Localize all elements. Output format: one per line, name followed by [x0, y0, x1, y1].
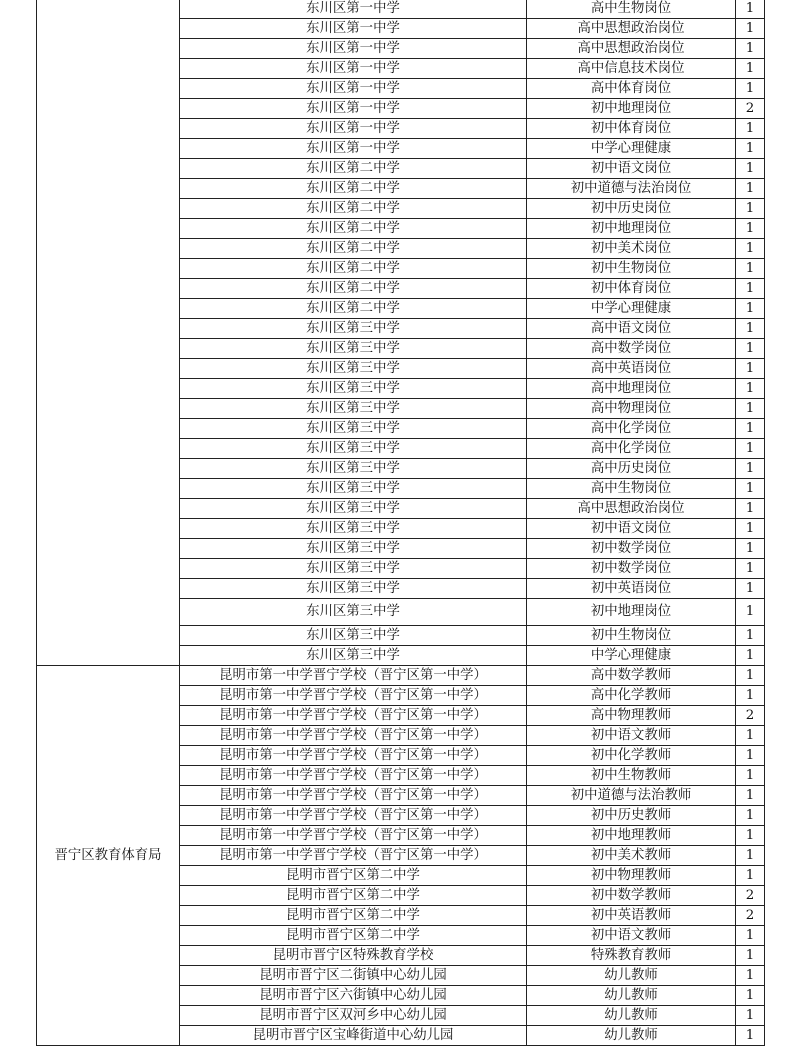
cell-count: 2 [736, 706, 765, 726]
cell-count: 1 [736, 399, 765, 419]
cell-school: 昆明市晋宁区第二中学 [180, 906, 527, 926]
cell-school: 昆明市第一中学晋宁学校（晋宁区第一中学） [180, 666, 527, 686]
cell-recruiting-unit: 晋宁区教育体育局 [37, 666, 180, 1046]
cell-school: 昆明市第一中学晋宁学校（晋宁区第一中学） [180, 766, 527, 786]
cell-school: 昆明市晋宁区第二中学 [180, 926, 527, 946]
cell-school: 东川区第一中学 [180, 119, 527, 139]
cell-school: 东川区第三中学 [180, 359, 527, 379]
cell-count: 1 [736, 786, 765, 806]
cell-school: 昆明市第一中学晋宁学校（晋宁区第一中学） [180, 686, 527, 706]
cell-position: 幼儿教师 [527, 966, 736, 986]
cell-position: 高中思想政治岗位 [527, 39, 736, 59]
cell-position: 高中数学岗位 [527, 339, 736, 359]
cell-position: 高中生物岗位 [527, 479, 736, 499]
cell-count: 1 [736, 926, 765, 946]
recruitment-table [36, 0, 765, 1046]
cell-position: 初中美术教师 [527, 846, 736, 866]
cell-count: 1 [736, 159, 765, 179]
cell-school: 东川区第二中学 [180, 259, 527, 279]
cell-count: 1 [736, 539, 765, 559]
cell-school: 东川区第三中学 [180, 579, 527, 599]
cell-count: 1 [736, 259, 765, 279]
cell-school: 东川区第三中学 [180, 439, 527, 459]
cell-count: 1 [736, 826, 765, 846]
cell-school: 东川区第二中学 [180, 219, 527, 239]
cell-position: 幼儿教师 [527, 1006, 736, 1026]
cell-count: 1 [736, 766, 765, 786]
cell-school: 东川区第二中学 [180, 239, 527, 259]
cell-position: 初中语文岗位 [527, 159, 736, 179]
cell-position: 高中思想政治岗位 [527, 19, 736, 39]
cell-position: 高中化学岗位 [527, 419, 736, 439]
cell-school: 东川区第三中学 [180, 559, 527, 579]
cell-school: 东川区第三中学 [180, 459, 527, 479]
cell-position: 中学心理健康 [527, 299, 736, 319]
cell-count: 1 [736, 806, 765, 826]
cell-count: 1 [736, 379, 765, 399]
cell-position: 中学心理健康 [527, 646, 736, 666]
cell-count: 1 [736, 746, 765, 766]
cell-school: 东川区第三中学 [180, 379, 527, 399]
cell-count: 1 [736, 339, 765, 359]
cell-school: 东川区第一中学 [180, 79, 527, 99]
cell-position: 高中体育岗位 [527, 79, 736, 99]
cell-school: 东川区第三中学 [180, 599, 527, 626]
cell-count: 1 [736, 0, 765, 19]
cell-school: 东川区第三中学 [180, 479, 527, 499]
cell-count: 1 [736, 59, 765, 79]
cell-position: 初中道德与法治岗位 [527, 179, 736, 199]
cell-count: 2 [736, 906, 765, 926]
cell-school: 昆明市第一中学晋宁学校（晋宁区第一中学） [180, 706, 527, 726]
cell-position: 初中生物岗位 [527, 259, 736, 279]
cell-count: 1 [736, 559, 765, 579]
cell-school: 东川区第三中学 [180, 626, 527, 646]
cell-count: 1 [736, 646, 765, 666]
cell-count: 1 [736, 199, 765, 219]
cell-school: 东川区第一中学 [180, 19, 527, 39]
table-body [37, 0, 765, 1046]
cell-school: 昆明市晋宁区双河乡中心幼儿园 [180, 1006, 527, 1026]
cell-school: 昆明市晋宁区第二中学 [180, 866, 527, 886]
cell-count: 1 [736, 986, 765, 1006]
cell-count: 2 [736, 99, 765, 119]
cell-position: 高中物理岗位 [527, 399, 736, 419]
cell-count: 1 [736, 459, 765, 479]
cell-count: 1 [736, 686, 765, 706]
cell-count: 1 [736, 119, 765, 139]
cell-count: 1 [736, 139, 765, 159]
cell-position: 高中思想政治岗位 [527, 499, 736, 519]
table-row [37, 666, 765, 686]
cell-position: 初中数学教师 [527, 886, 736, 906]
cell-school: 东川区第二中学 [180, 179, 527, 199]
cell-count: 1 [736, 1026, 765, 1046]
cell-count: 1 [736, 219, 765, 239]
cell-school: 东川区第一中学 [180, 39, 527, 59]
cell-school: 昆明市第一中学晋宁学校（晋宁区第一中学） [180, 826, 527, 846]
cell-count: 1 [736, 279, 765, 299]
cell-school: 昆明市晋宁区宝峰街道中心幼儿园 [180, 1026, 527, 1046]
cell-position: 初中英语教师 [527, 906, 736, 926]
table-row [37, 0, 765, 19]
cell-school: 昆明市第一中学晋宁学校（晋宁区第一中学） [180, 746, 527, 766]
cell-school: 东川区第一中学 [180, 99, 527, 119]
cell-position: 初中生物岗位 [527, 626, 736, 646]
cell-position: 高中物理教师 [527, 706, 736, 726]
cell-school: 东川区第三中学 [180, 399, 527, 419]
cell-position: 初中体育岗位 [527, 119, 736, 139]
cell-count: 1 [736, 319, 765, 339]
cell-count: 1 [736, 39, 765, 59]
cell-count: 1 [736, 299, 765, 319]
cell-position: 幼儿教师 [527, 1026, 736, 1046]
cell-count: 1 [736, 499, 765, 519]
cell-count: 1 [736, 579, 765, 599]
cell-position: 高中化学教师 [527, 686, 736, 706]
cell-count: 1 [736, 1006, 765, 1026]
cell-school: 东川区第三中学 [180, 539, 527, 559]
cell-position: 高中语文岗位 [527, 319, 736, 339]
cell-school: 东川区第二中学 [180, 279, 527, 299]
cell-school: 东川区第一中学 [180, 59, 527, 79]
cell-position: 初中语文教师 [527, 926, 736, 946]
cell-position: 高中英语岗位 [527, 359, 736, 379]
cell-school: 东川区第三中学 [180, 339, 527, 359]
cell-school: 昆明市第一中学晋宁学校（晋宁区第一中学） [180, 846, 527, 866]
cell-school: 昆明市第一中学晋宁学校（晋宁区第一中学） [180, 726, 527, 746]
cell-position: 高中信息技术岗位 [527, 59, 736, 79]
cell-count: 1 [736, 599, 765, 626]
cell-count: 1 [736, 239, 765, 259]
cell-position: 初中美术岗位 [527, 239, 736, 259]
cell-count: 1 [736, 519, 765, 539]
cell-position: 初中语文岗位 [527, 519, 736, 539]
cell-school: 昆明市晋宁区六街镇中心幼儿园 [180, 986, 527, 1006]
cell-position: 初中数学岗位 [527, 559, 736, 579]
cell-school: 东川区第二中学 [180, 199, 527, 219]
cell-position: 高中生物岗位 [527, 0, 736, 19]
cell-position: 中学心理健康 [527, 139, 736, 159]
cell-school: 昆明市第一中学晋宁学校（晋宁区第一中学） [180, 806, 527, 826]
cell-count: 1 [736, 666, 765, 686]
cell-position: 初中生物教师 [527, 766, 736, 786]
cell-count: 2 [736, 886, 765, 906]
cell-school: 昆明市第一中学晋宁学校（晋宁区第一中学） [180, 786, 527, 806]
cell-count: 1 [736, 79, 765, 99]
cell-school: 东川区第三中学 [180, 319, 527, 339]
cell-school: 东川区第一中学 [180, 139, 527, 159]
cell-school: 东川区第三中学 [180, 499, 527, 519]
cell-position: 初中地理岗位 [527, 99, 736, 119]
cell-position: 初中地理教师 [527, 826, 736, 846]
cell-count: 1 [736, 726, 765, 746]
cell-count: 1 [736, 439, 765, 459]
cell-position: 初中地理岗位 [527, 599, 736, 626]
cell-position: 高中化学岗位 [527, 439, 736, 459]
cell-school: 东川区第二中学 [180, 299, 527, 319]
cell-count: 1 [736, 479, 765, 499]
cell-recruiting-unit [37, 0, 180, 666]
cell-school: 东川区第一中学 [180, 0, 527, 19]
cell-position: 特殊教育教师 [527, 946, 736, 966]
cell-position: 初中体育岗位 [527, 279, 736, 299]
cell-position: 高中地理岗位 [527, 379, 736, 399]
cell-position: 初中数学岗位 [527, 539, 736, 559]
cell-count: 1 [736, 846, 765, 866]
cell-school: 昆明市晋宁区二街镇中心幼儿园 [180, 966, 527, 986]
cell-position: 初中历史教师 [527, 806, 736, 826]
cell-position: 幼儿教师 [527, 986, 736, 1006]
cell-school: 东川区第三中学 [180, 419, 527, 439]
cell-count: 1 [736, 626, 765, 646]
cell-position: 初中英语岗位 [527, 579, 736, 599]
cell-position: 高中历史岗位 [527, 459, 736, 479]
cell-count: 1 [736, 946, 765, 966]
cell-position: 初中地理岗位 [527, 219, 736, 239]
cell-position: 初中化学教师 [527, 746, 736, 766]
cell-school: 东川区第三中学 [180, 646, 527, 666]
cell-count: 1 [736, 866, 765, 886]
cell-school: 昆明市晋宁区特殊教育学校 [180, 946, 527, 966]
cell-position: 初中道德与法治教师 [527, 786, 736, 806]
cell-position: 高中数学教师 [527, 666, 736, 686]
cell-school: 东川区第二中学 [180, 159, 527, 179]
cell-count: 1 [736, 179, 765, 199]
cell-school: 东川区第三中学 [180, 519, 527, 539]
cell-count: 1 [736, 19, 765, 39]
cell-count: 1 [736, 419, 765, 439]
cell-position: 初中历史岗位 [527, 199, 736, 219]
cell-school: 昆明市晋宁区第二中学 [180, 886, 527, 906]
cell-count: 1 [736, 966, 765, 986]
cell-position: 初中物理教师 [527, 866, 736, 886]
cell-position: 初中语文教师 [527, 726, 736, 746]
cell-count: 1 [736, 359, 765, 379]
